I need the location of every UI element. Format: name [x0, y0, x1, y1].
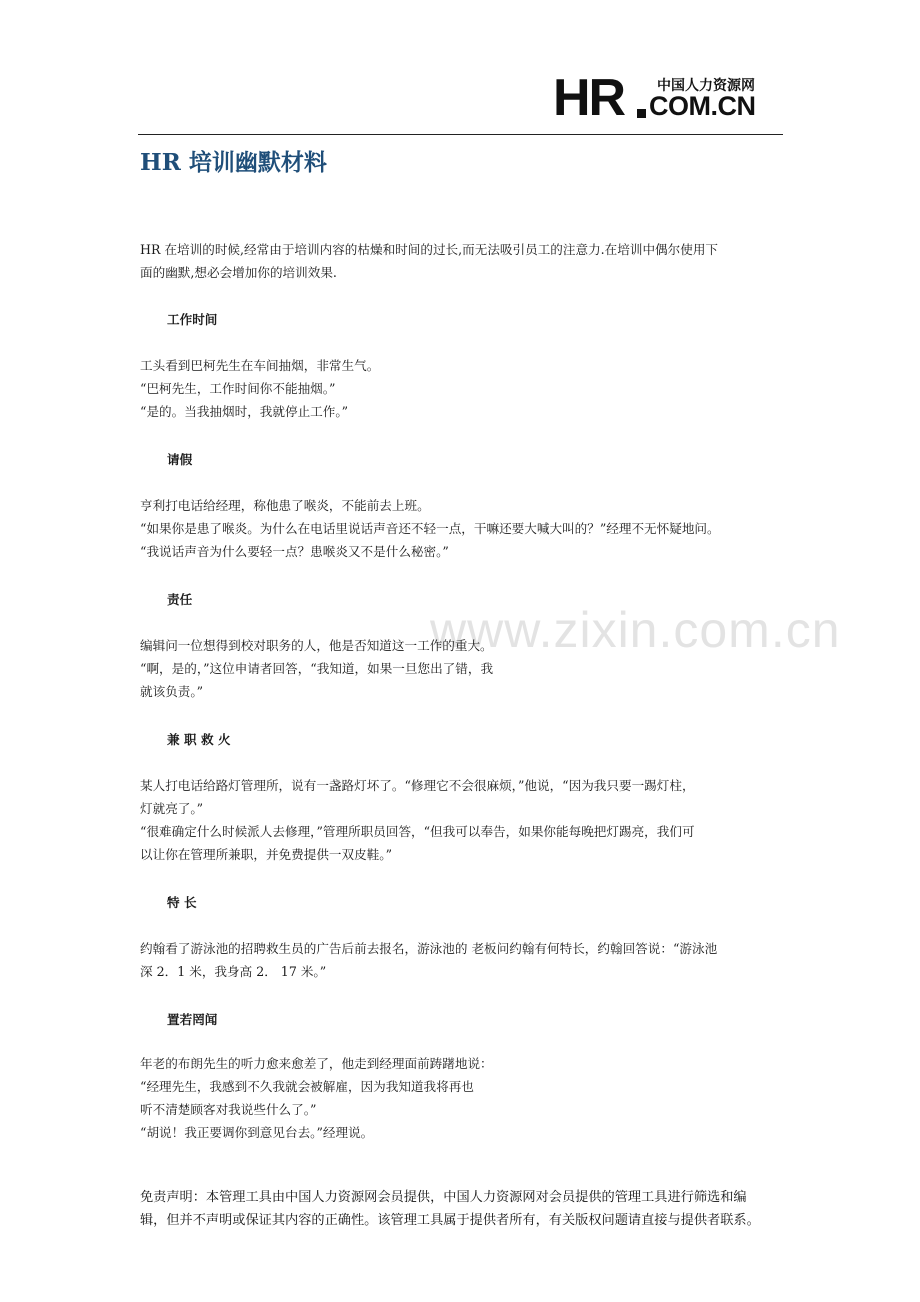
logo-chinese-name: 中国人力资源网 — [657, 78, 755, 94]
section-heading-part-time: 兼 职 救 火 — [167, 732, 231, 747]
logo-dot — [637, 109, 646, 118]
section-heading-work-time: 工作时间 — [167, 312, 218, 327]
section-heading-specialty: 特 长 — [167, 895, 197, 910]
section-line: 亨利打电话给经理，称他患了喉炎，不能前去上班。 — [140, 498, 430, 513]
section-line: 约翰看了游泳池的招聘救生员的广告后前去报名，游泳池的 老板问约翰有何特长，约翰回答说：“游泳池 — [140, 941, 718, 956]
section-line: “巴柯先生，工作时间你不能抽烟。” — [140, 381, 336, 396]
disclaimer-line: 免责声明：本管理工具由中国人力资源网会员提供，中国人力资源网对会员提供的管理工具进行筛选和编 — [140, 1190, 747, 1205]
section-line: 编辑问一位想得到校对职务的人，他是否知道这一工作的重大。 — [140, 638, 493, 653]
watermark: www.zixin.com.cn — [430, 602, 841, 658]
section-line: 年老的布朗先生的听力愈来愈差了，他走到经理面前踌躇地说： — [140, 1056, 493, 1071]
section-line: 听不清楚顾客对我说些什么了。” — [140, 1102, 317, 1117]
intro-line: 面的幽默,想必会增加你的培训效果. — [140, 265, 337, 280]
section-line: “很难确定什么时候派人去修理，”管理所职员回答，“但我可以奉告，如果你能每晚把灯踢亮，我们可 — [140, 824, 695, 839]
document-title: HR 培训幽默材料 — [140, 149, 327, 176]
section-line: 某人打电话给路灯管理所，说有一盏路灯坏了。“修理它不会很麻烦，”他说，“因为我只要一踢灯柱， — [140, 778, 695, 793]
section-line: “是的。当我抽烟时，我就停止工作。” — [140, 404, 349, 419]
header-divider — [138, 134, 783, 135]
section-body-turn-deaf-ear — [140, 1052, 788, 1144]
hr-com-cn-logo — [553, 69, 768, 127]
section-line: 就该负责。” — [140, 684, 204, 699]
section-line: “经理先生，我感到不久我就会被解雇，因为我知道我将再也 — [140, 1079, 474, 1094]
disclaimer — [140, 1186, 788, 1232]
section-line: “如果你是患了喉炎。为什么在电话里说话声音还不轻一点，干嘛还要大喊大叫的？”经理不无怀疑地问。 — [140, 521, 720, 536]
section-line: 以让你在管理所兼职，并免费提供一双皮鞋。” — [140, 847, 393, 862]
section-line: “我说话声音为什么要轻一点？患喉炎又不是什么秘密。” — [140, 544, 449, 559]
section-heading-responsibility: 责任 — [167, 592, 193, 607]
disclaimer-line: 辑，但并不声明或保证其内容的正确性。该管理工具属于提供者所有，有关版权问题请直接与提供者联系。 — [140, 1213, 760, 1228]
intro-paragraph — [140, 238, 788, 284]
section-line: “啊，是的，”这位申请者回答，“我知道，如果一旦您出了错，我 — [140, 661, 494, 676]
section-line: 灯就亮了。” — [140, 801, 204, 816]
section-body-responsibility — [140, 634, 788, 703]
section-body-work-time — [140, 354, 788, 423]
intro-line: HR 在培训的时候,经常由于培训内容的枯燥和时间的过长,而无法吸引员工的注意力.在培训中偶尔使用下 — [140, 242, 719, 257]
section-body-part-time — [140, 774, 788, 866]
section-line: 深 2．1 米，我身高 2． 17 米。” — [140, 964, 327, 979]
section-body-leave — [140, 494, 788, 563]
section-line: “胡说！我正要调你到意见台去。”经理说。 — [140, 1125, 374, 1140]
section-line: 工头看到巴柯先生在车间抽烟，非常生气。 — [140, 358, 380, 373]
logo-hr-text: HR — [553, 69, 625, 127]
logo-domain: COM.CN — [649, 91, 756, 121]
section-body-specialty — [140, 937, 788, 983]
section-heading-leave: 请假 — [167, 452, 193, 467]
section-heading-turn-deaf-ear: 置若罔闻 — [167, 1012, 218, 1027]
